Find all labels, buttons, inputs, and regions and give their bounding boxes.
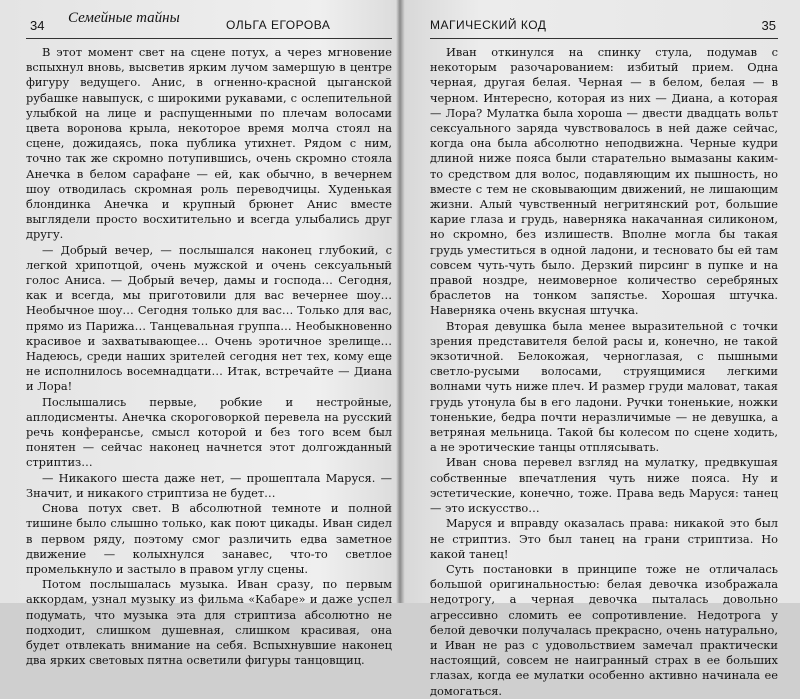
left-page-text bbox=[26, 45, 392, 668]
page-number-left: 34 bbox=[30, 18, 45, 33]
paragraph: — Никакого шеста даже нет, — прошептала Маруся. — Значит, и никакого стриптиза не будет… bbox=[26, 470, 392, 500]
left-page-header bbox=[26, 12, 392, 39]
paragraph: Снова потух свет. В абсолютной темноте и полной тишине было слышно только, как поют цикады. Иван сидел в первом ряду, поэтому смог различить едва заметное движение — колыхнулся занавес, что-то светлое промелькнуло и застыло в правом углу сцены. bbox=[26, 501, 392, 576]
right-page-text bbox=[430, 45, 778, 699]
author-name: ОЛЬГА ЕГОРОВА bbox=[226, 18, 331, 32]
left-page bbox=[0, 0, 400, 668]
series-title: Семейные тайны bbox=[68, 10, 180, 26]
paragraph: Вторая девушка была менее выразительной с точки зрения представителя белой расы и, конечно, не такой экзотичной. Белокожая, черноглазая, с пышными светло-русыми волосами, струящимися легкими волнами чуть ниже плеч. И размер груди маловат, такая грудь утонула бы в его ладони. Ручки тоненькие, ножки тоненькие, бедра почти неразличимые — не девушка, а ветряная мельница. Такой бы колесом по сцене ходить, а не эротические танцы отплясывать. bbox=[430, 318, 778, 455]
paragraph: Иван откинулся на спинку стула, подумав с некоторым разочарованием: избитый прием. Одна черная, другая белая. Черная — в белом, белая — в черном. Интересно, которая из них — Диана, а которая — Лора? Мулатка была хороша — двести двадцать вольт сексуального заряда чувствовалось в ней даже сейчас, когда она была абсолютно неподвижна. Черные кудри длиной ниже пояса были старательно вымазаны каким-то средством для волос, подавляющим их пышность, но вместе с тем не сковывающим движений, не лишающим жизни. Алый чувственный негритянский рот, большие карие глаза и грудь, наверняка накачанная силиконом, но скромно, без излишеств. Вполне могла бы такая грудь уместиться в одной ладони, и тесновато бы ей там совсем чуть-чуть было. Дерзкий пирсинг в пупке и на правой ноздре, неимоверное количество серебряных браслетов на тонком запястье. Хорошая штучка. Наверняка очень вкусная штучка. bbox=[430, 45, 778, 318]
paragraph: Послышались первые, робкие и нестройные, аплодисменты. Анечка скороговоркой перевела на русский речь конферансье, смысл которой и без того всем был понятен — сейчас наконец начнется этот долгожданный стриптиз… bbox=[26, 394, 392, 470]
paragraph: Иван снова перевел взгляд на мулатку, предвкушая собственные впечатления чуть ниже пояса. Ну и эстетические, конечно, тоже. Права ведь Маруся: танец — это искусство… bbox=[430, 455, 778, 516]
paragraph: Суть постановки в принципе тоже не отличалась большой оригинальностью: белая девочка изображала недотрогу, а черная девочка пыталась довольно агрессивно сломить ее сопротивление. Недотрога у белой девочки получалась прекрасно, очень натурально, и Иван не раз с удовольствием замечал практически настоящий, совсем не наигранный страх в ее больших глазах, когда ее мулатки особенно активно начинала ее домогаться. bbox=[430, 561, 778, 698]
paragraph: Потом послышалась музыка. Иван сразу, по первым аккордам, узнал музыку из фильма «Кабаре» и даже успел подумать, что музыка эта для стриптиза абсолютно не подходит, слишком душевная, слишком красивая, она будет отвлекать внимание на себя. Вспыхнувшие наконец два ярких световых пятна осветили фигуры танцовщиц. bbox=[26, 577, 392, 668]
paragraph: В этот момент свет на сцене потух, а через мгновение вспыхнул вновь, высветив ярким лучом замершую в центре фигуру ведущего. Анис, в огненно-красной цыганской рубашке навыпуск, с широкими рукавами, с ослепительной улыбкой на лице и распущенными по плечам волосами цвета воронова крыла, некоторое время молча стоял на сцене, дожидаясь, пока публика утихнет. Рядом с ним, точно так же скромно потупившись, очень скромно стояла Анечка в белом сарафане — ей, как обычно, в вечернем шоу отводилась скромная роль переводчицы. Худенькая блондинка Анечка и крупный брюнет Анис вместе выглядели просто восхитительно и всегда улыбались друг другу. bbox=[26, 45, 392, 242]
right-page bbox=[400, 0, 800, 698]
page-number-right: 35 bbox=[761, 18, 776, 33]
paragraph: — Добрый вечер, — послышался наконец глубокий, с легкой хрипотцой, очень мужской и очень сексуальный голос Аниса. — Добрый вечер, дамы и господа… Сегодня, как и всегда, мы приготовили для вас вечернее шоу… Необычное шоу… Сегодня только для вас… Только для вас, прямо из Парижа… Танцевальная группа… Необыкновенно красивое и захватывающее… Очень эротичное зрелище… Надеюсь, среди наших зрителей сегодня нет тех, кому еще не исполнилось восемнадцати… Итак, встречайте — Диана и Лора! bbox=[26, 242, 392, 394]
right-page-header bbox=[430, 12, 778, 39]
paragraph: Маруся и вправду оказалась права: никакой это был не стриптиз. Это был танец на грани стриптиза. Но какой танец! bbox=[430, 516, 778, 561]
book-title: МАГИЧЕСКИЙ КОД bbox=[430, 18, 547, 32]
